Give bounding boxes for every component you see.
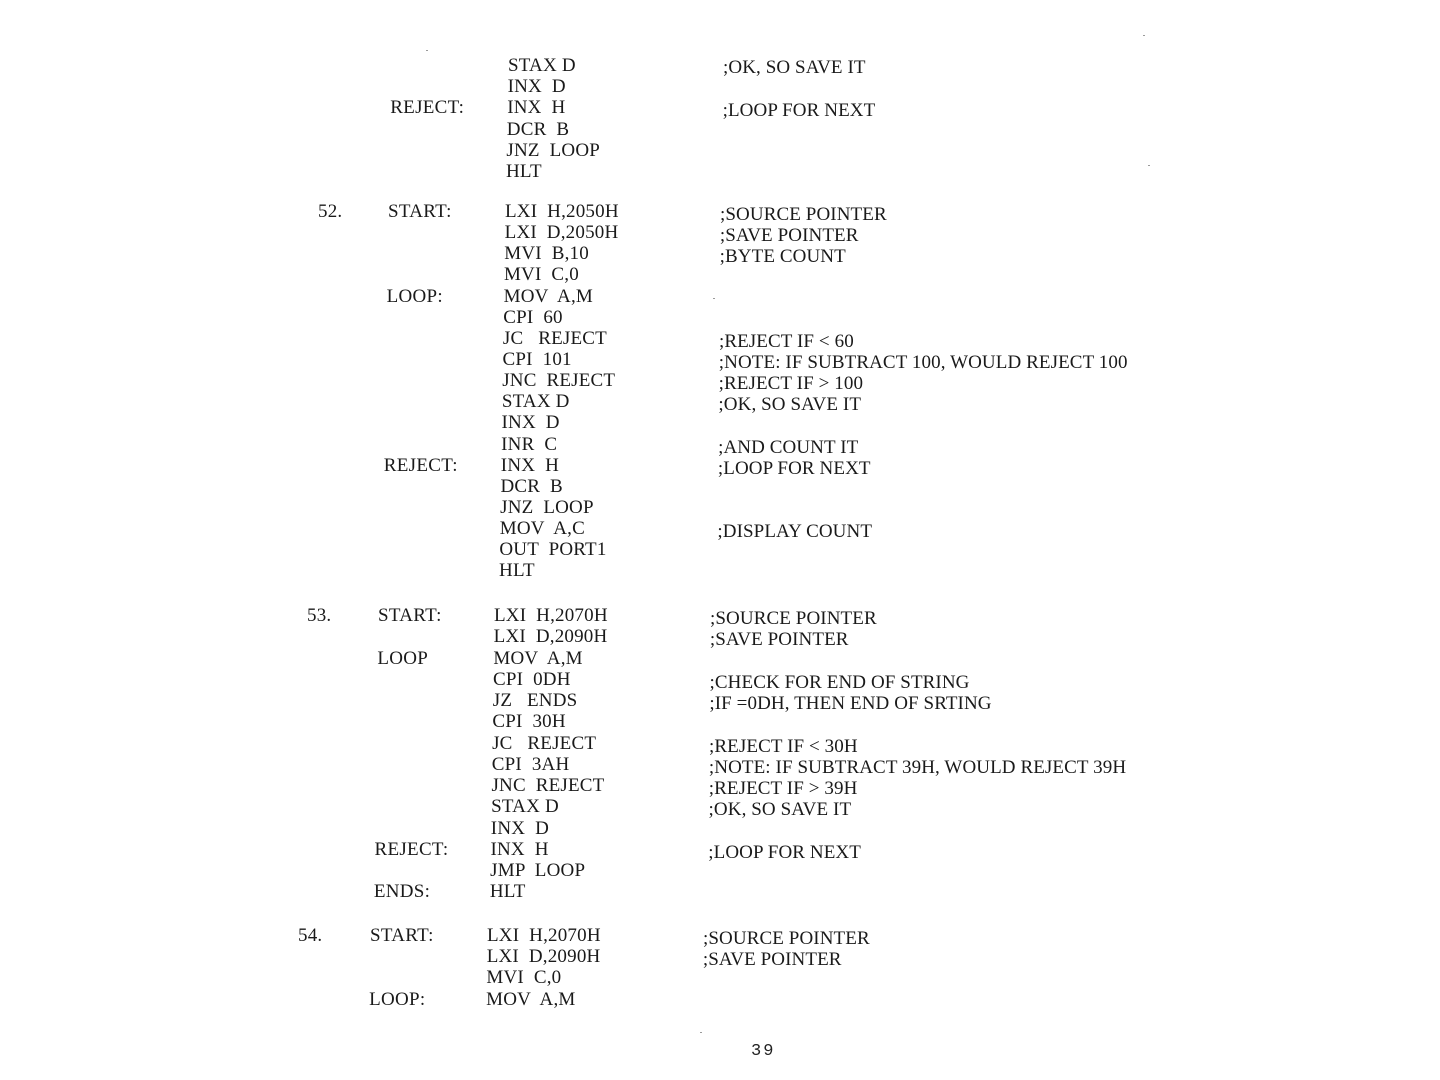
code-comment: ;LOOP FOR NEXT bbox=[717, 457, 871, 479]
code-line bbox=[0, 286, 1440, 307]
code-line bbox=[0, 796, 1440, 821]
code-comment: ;SOURCE POINTER bbox=[710, 608, 877, 629]
code-instruction: MOV A,M bbox=[493, 647, 583, 669]
code-comment: ;NOTE: IF SUBTRACT 100, WOULD REJECT 100 bbox=[718, 351, 1128, 373]
code-instruction: MVI C,0 bbox=[503, 264, 579, 286]
code-line bbox=[0, 711, 1440, 732]
code-label: START: bbox=[378, 605, 442, 626]
code-line bbox=[0, 732, 1440, 757]
code-line bbox=[0, 838, 1440, 863]
code-label: LOOP: bbox=[369, 988, 426, 1010]
code-line bbox=[0, 989, 1440, 1010]
code-comment: ;CHECK FOR END OF STRING bbox=[709, 671, 970, 693]
code-instruction: MOV A,M bbox=[503, 285, 594, 307]
code-instruction: INX D bbox=[507, 76, 566, 98]
code-instruction: MOV A,C bbox=[499, 518, 585, 540]
code-line bbox=[0, 560, 1440, 581]
code-instruction: CPI 3AH bbox=[491, 753, 570, 775]
code-instruction: LXI H,2070H bbox=[494, 605, 608, 626]
code-instruction: STAX D bbox=[491, 796, 559, 818]
scan-speck bbox=[713, 298, 715, 299]
code-line bbox=[0, 433, 1440, 458]
code-instruction: JZ ENDS bbox=[492, 690, 578, 711]
code-line bbox=[0, 775, 1440, 799]
code-line bbox=[0, 264, 1440, 285]
code-comment: ;REJECT IF < 30H bbox=[709, 735, 858, 757]
code-instruction: HLT bbox=[499, 560, 535, 582]
code-instruction: LXI D,2050H bbox=[504, 222, 619, 244]
code-comment: ;SOURCE POINTER bbox=[720, 204, 887, 225]
code-line bbox=[0, 476, 1440, 497]
code-comment: ;BYTE COUNT bbox=[719, 246, 846, 268]
exercise-number: 52. bbox=[318, 201, 343, 222]
code-instruction: CPI 60 bbox=[503, 306, 563, 328]
code-instruction: HLT bbox=[489, 881, 526, 903]
code-line bbox=[0, 967, 1440, 988]
code-comment: ;SAVE POINTER bbox=[702, 949, 842, 971]
code-label: LOOP bbox=[377, 647, 429, 669]
code-line bbox=[0, 860, 1440, 881]
code-instruction: JNC REJECT bbox=[502, 370, 616, 392]
code-instruction: LXI H,2070H bbox=[487, 925, 601, 946]
code-line bbox=[0, 925, 1440, 949]
code-label: START: bbox=[370, 925, 434, 946]
code-comment: ;SAVE POINTER bbox=[719, 225, 859, 247]
code-instruction: LXI H,2050H bbox=[505, 201, 619, 222]
code-label: LOOP: bbox=[386, 285, 443, 307]
code-label: REJECT: bbox=[390, 97, 465, 119]
code-instruction: MOV A,M bbox=[486, 988, 576, 1010]
code-instruction: INX H bbox=[490, 838, 549, 860]
code-comment: ;OK, SO SAVE IT bbox=[708, 799, 852, 821]
code-line bbox=[0, 222, 1440, 247]
page-number: 39 bbox=[751, 1042, 776, 1061]
code-line bbox=[0, 648, 1440, 669]
code-comment: ;LOOP FOR NEXT bbox=[708, 841, 861, 863]
code-instruction: LXI D,2090H bbox=[493, 626, 608, 648]
scan-speck bbox=[1148, 165, 1150, 166]
code-comment: ;LOOP FOR NEXT bbox=[722, 100, 876, 122]
code-section-continuation bbox=[0, 55, 1440, 182]
code-comment: ;SAVE POINTER bbox=[709, 629, 849, 651]
code-comment: ;IF =0DH, THEN END OF SRTING bbox=[709, 693, 992, 714]
code-instruction: JC REJECT bbox=[502, 327, 607, 349]
code-comment: ;DISPLAY COUNT bbox=[717, 521, 873, 543]
code-line bbox=[0, 946, 1440, 971]
scan-speck bbox=[700, 1032, 702, 1033]
code-line bbox=[0, 119, 1440, 140]
code-line bbox=[0, 690, 1440, 714]
code-comment: ;REJECT IF < 60 bbox=[718, 330, 854, 352]
code-comment: ;REJECT IF > 100 bbox=[718, 373, 864, 395]
code-line bbox=[0, 454, 1440, 479]
code-line bbox=[0, 370, 1440, 395]
code-label: ENDS: bbox=[373, 881, 431, 903]
code-instruction: JMP LOOP bbox=[490, 860, 586, 881]
code-instruction: LXI D,2090H bbox=[486, 946, 601, 968]
code-comment: ;REJECT IF > 39H bbox=[708, 778, 858, 799]
code-line bbox=[0, 391, 1440, 416]
code-line bbox=[0, 497, 1440, 518]
scan-speck bbox=[1143, 35, 1145, 36]
code-instruction: DCR B bbox=[500, 475, 563, 497]
code-label: START: bbox=[388, 201, 452, 222]
code-line bbox=[0, 539, 1440, 560]
code-instruction: HLT bbox=[506, 160, 542, 182]
code-line bbox=[0, 518, 1440, 543]
code-line bbox=[0, 140, 1440, 161]
code-instruction: MVI B,10 bbox=[504, 243, 589, 265]
exercise-number: 54. bbox=[298, 925, 323, 946]
code-line bbox=[0, 753, 1440, 778]
code-line bbox=[0, 307, 1440, 328]
code-instruction: STAX D bbox=[508, 55, 576, 76]
code-section-53 bbox=[0, 605, 1440, 903]
code-line bbox=[0, 626, 1440, 651]
code-instruction: STAX D bbox=[501, 391, 570, 413]
code-line bbox=[0, 605, 1440, 629]
code-line bbox=[0, 327, 1440, 352]
code-instruction: INR C bbox=[501, 433, 558, 455]
code-instruction: INX D bbox=[490, 817, 549, 839]
code-instruction: JNZ LOOP bbox=[506, 139, 601, 161]
code-instruction: INX H bbox=[507, 97, 566, 119]
code-section-54 bbox=[0, 925, 1440, 1010]
code-instruction: DCR B bbox=[506, 118, 570, 140]
code-comment: ;NOTE: IF SUBTRACT 39H, WOULD REJECT 39H bbox=[708, 756, 1127, 778]
code-instruction: OUT PORT1 bbox=[499, 539, 607, 561]
code-label: REJECT: bbox=[383, 454, 458, 476]
code-line bbox=[0, 668, 1440, 693]
code-comment: ;SOURCE POINTER bbox=[703, 928, 870, 949]
code-instruction: JNC REJECT bbox=[491, 775, 605, 796]
code-section-52 bbox=[0, 201, 1440, 582]
code-instruction: CPI 30H bbox=[492, 711, 566, 733]
code-instruction: MVI C,0 bbox=[486, 967, 562, 989]
code-comment: ;AND COUNT IT bbox=[718, 436, 859, 458]
code-line bbox=[0, 201, 1440, 225]
code-instruction: CPI 0DH bbox=[493, 668, 571, 690]
code-instruction: INX H bbox=[500, 454, 559, 476]
code-line bbox=[0, 348, 1440, 373]
code-line bbox=[0, 881, 1440, 902]
code-line bbox=[0, 55, 1440, 76]
code-comment: ;OK, SO SAVE IT bbox=[718, 394, 862, 416]
code-line bbox=[0, 97, 1440, 122]
code-instruction: JC REJECT bbox=[492, 732, 597, 754]
exercise-number: 53. bbox=[307, 605, 332, 626]
code-label: REJECT: bbox=[374, 838, 449, 860]
code-instruction: INX D bbox=[501, 412, 560, 434]
scan-speck bbox=[426, 50, 428, 51]
code-instruction: CPI 101 bbox=[502, 348, 572, 370]
code-line bbox=[0, 243, 1440, 268]
code-instruction: JNZ LOOP bbox=[500, 496, 594, 518]
code-line bbox=[0, 412, 1440, 433]
code-line bbox=[0, 818, 1440, 839]
code-line bbox=[0, 76, 1440, 97]
code-comment: ;OK, SO SAVE IT bbox=[723, 57, 866, 78]
code-line bbox=[0, 161, 1440, 182]
